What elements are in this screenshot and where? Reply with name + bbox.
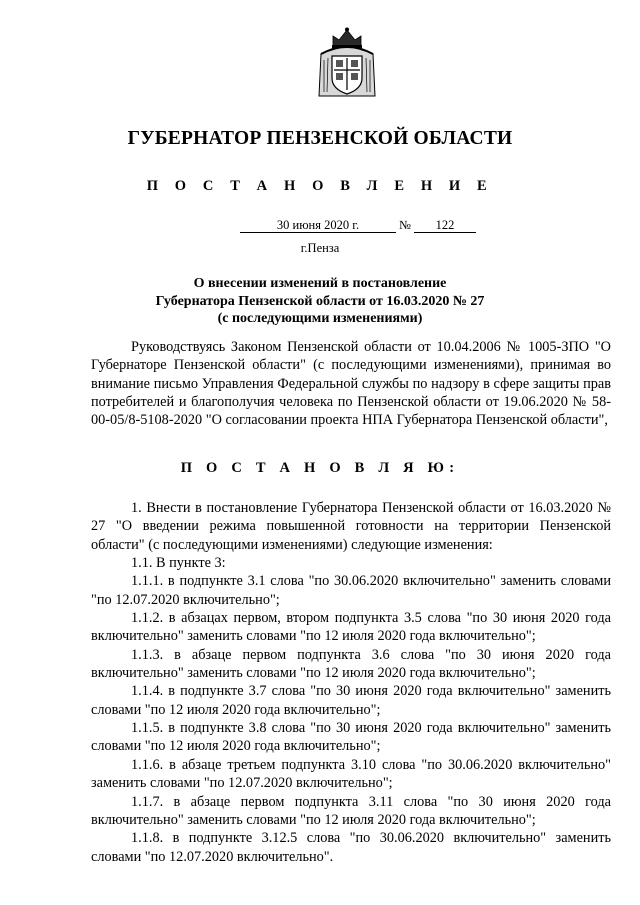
items-block xyxy=(91,499,611,866)
subject-line: (с последующими изменениями) xyxy=(217,311,423,326)
subject-line: О внесении изменений в постановление xyxy=(193,276,447,291)
preamble-block xyxy=(91,338,611,430)
document-type: П О С Т А Н О В Л Е Н И Е xyxy=(146,178,494,194)
item-paragraph: 1.1.6. в абзаце третьем подпункта 3.10 слова "по 30.06.2020 включительно" заменить словами "по 12.07.2020 включительно"; xyxy=(91,756,611,792)
document-number: 122 xyxy=(414,218,476,233)
item-paragraph: 1.1. В пункте 3: xyxy=(131,555,226,572)
penza-coat-of-arms-icon xyxy=(316,26,378,100)
number-sign: № xyxy=(399,218,411,232)
item-paragraph: 1. Внести в постановление Губернатора Пензенской области от 16.03.2020 № 27 "О введении режима повышенной готовности на территории Пензенской области" (с последующими изменениями) следующие изменения: xyxy=(91,500,611,553)
preamble-paragraph: Руководствуясь Законом Пензенской области от 10.04.2006 № 1005-ЗПО "О Губернаторе Пензенской области" (с последующими изменениями), принимая во внимание письмо Управления Федеральной службы по надзору в сфере защиты прав потребителей и благополучия человека по Пензенской области от 19.06.2020 № 58-00-05/8-5108-2020 "О согласовании проекта НПА Губернатора Пензенской области", xyxy=(91,339,611,429)
item-paragraph: 1.1.4. в подпункте 3.7 слова "по 30 июня 2020 года включительно" заменить словами "по 12 июля 2020 года включительно"; xyxy=(91,683,611,718)
item-paragraph: 1.1.3. в абзаце первом подпункта 3.6 слова "по 30 июня 2020 года включительно" заменить словами "по 12 июля 2020 года включительно"; xyxy=(91,646,611,682)
item-paragraph: 1.1.2. в абзацах первом, втором подпункта 3.5 слова "по 30 июня 2020 года включительно" заменить словами "по 12 июля 2020 года включительно"; xyxy=(91,610,611,645)
document-subject xyxy=(0,275,640,328)
item-paragraph: 1.1.1. в подпункте 3.1 слова "по 30.06.2020 включительно" заменить словами "по 12.07.2020 включительно"; xyxy=(91,573,611,608)
item-paragraph: 1.1.5. в подпункте 3.8 слова "по 30 июня 2020 года включительно" заменить словами "по 12 июля 2020 года включительно"; xyxy=(91,720,611,755)
resolve-heading: П О С Т А Н О В Л Я Ю: xyxy=(180,460,460,476)
document-city: г.Пенза xyxy=(300,241,340,255)
document-date: 30 июня 2020 г. xyxy=(240,218,396,233)
item-paragraph: 1.1.8. в подпункте 3.12.5 слова "по 30.06.2020 включительно" заменить словами "по 12.07.2020 включительно". xyxy=(91,830,611,865)
item-paragraph: 1.1.7. в абзаце первом подпункта 3.11 слова "по 30 июня 2020 года включительно" заменить словами "по 12 июля 2020 года включительно"; xyxy=(91,793,611,828)
issuer-title: ГУБЕРНАТОР ПЕНЗЕНСКОЙ ОБЛАСТИ xyxy=(127,128,513,149)
subject-line: Губернатора Пензенской области от 16.03.2020 № 27 xyxy=(155,293,485,309)
